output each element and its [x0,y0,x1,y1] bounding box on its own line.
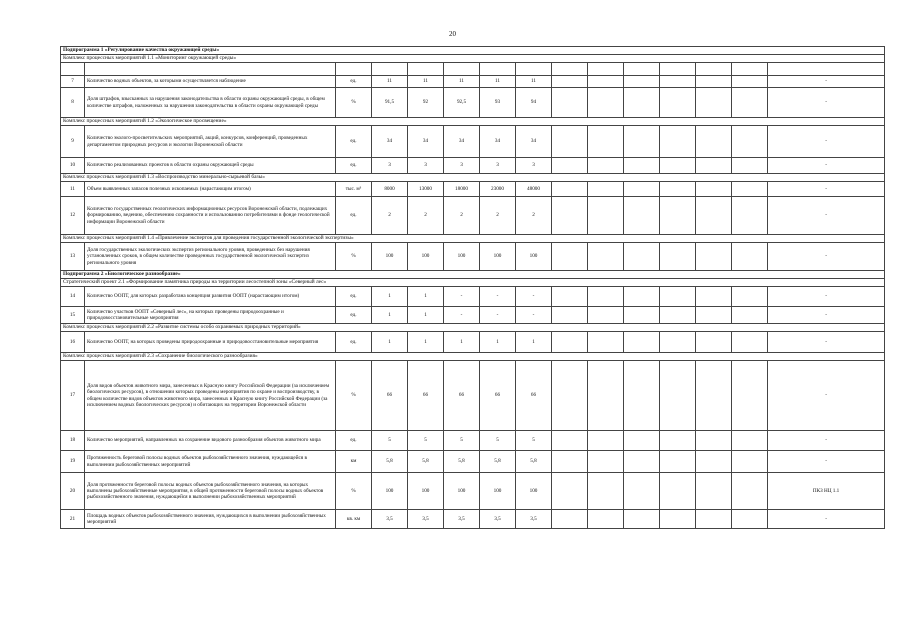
value-cell: 1 [408,332,444,353]
row-number: 20 [61,473,85,510]
value-cell: - [444,307,480,324]
value-cell: 5 [480,431,516,451]
indicator-name: Площадь водных объектов рыбохозяйственного значения, нуждающихся в выполнении рыбохозяйственных мероприятий [85,510,336,529]
empty-cell [624,473,660,510]
empty-cell [552,243,588,271]
value-cell: - [516,287,552,307]
row-number: 12 [61,197,85,235]
indicator-name: Количество ООПТ, на которых проведены природоохранные и природовосстановительные мероприятия [85,332,336,353]
complex-2-2-heading: Комплекс процессных мероприятий 2.2 «Развитие системы особо охраняемых природных территорий» [61,324,885,332]
empty-cell [588,361,624,431]
empty-cell [552,431,588,451]
unit-cell: ед. [336,307,372,324]
strategic-project-2-1-heading: Стратегический проект 2.1 «Формирование памятника природы на территории лесостепной зоны «Северный лес» [61,279,885,287]
responsible-cell: - [768,287,885,307]
value-cell: 3 [516,158,552,174]
row-number: 13 [61,243,85,271]
empty-cell [660,451,696,473]
value-cell: 1 [444,332,480,353]
indicator-name: Количество государственных геологических информационных ресурсов Воронежской области, подлежащих формированию, ведению, обеспечению сохранности и использованию потребителями в фонде геологической информации Воронежской области [85,197,336,235]
value-cell: 2 [444,197,480,235]
unit-cell: ед. [336,158,372,174]
empty-cell [696,88,732,118]
value-cell: 13000 [408,182,444,197]
subprogram-2-heading: Подпрограмма 2 «Биологическое разнообразие» [61,271,885,279]
responsible-cell: - [768,158,885,174]
empty-cell [624,158,660,174]
empty-cell [696,126,732,158]
empty-cell [732,182,768,197]
responsible-cell: - [768,510,885,529]
empty-cell [588,243,624,271]
empty-cell [660,182,696,197]
value-cell: 11 [372,76,408,88]
empty-cell [732,243,768,271]
table-row [61,88,885,118]
empty-cell [732,197,768,235]
empty-cell [660,158,696,174]
value-cell: 5 [516,431,552,451]
page-number: 20 [449,30,456,38]
row-number: 9 [61,126,85,158]
empty-cell [552,126,588,158]
value-cell: 100 [480,243,516,271]
unit-cell: ед. [336,197,372,235]
empty-cell [588,307,624,324]
empty-cell [624,243,660,271]
empty-cell [588,332,624,353]
complex-1-2-heading: Комплекс процессных мероприятий 1.2 «Экологическое просвещение» [61,118,885,126]
value-cell: 100 [408,243,444,271]
empty-cell [696,307,732,324]
responsible-cell: ПКЗ НЦ 1.1 [768,473,885,510]
indicator-name: Протяженность береговой полосы водных объектов рыбохозяйственного значения, нуждающейся в выполнении рыбохозяйственных мероприятий [85,451,336,473]
row-number: 17 [61,361,85,431]
empty-cell [624,431,660,451]
subprogram-1-heading: Подпрограмма 1 «Регулирование качества окружающей среды» [61,47,885,55]
value-cell: 34 [516,126,552,158]
responsible-cell: - [768,361,885,431]
empty-cell [696,182,732,197]
empty-cell [732,287,768,307]
value-cell: 93 [480,88,516,118]
empty-cell [552,451,588,473]
value-cell: 1 [408,287,444,307]
unit-cell: ед. [336,76,372,88]
value-cell: 34 [408,126,444,158]
value-cell: - [480,307,516,324]
row-number: 16 [61,332,85,353]
value-cell: 3 [408,158,444,174]
value-cell: 5,8 [480,451,516,473]
value-cell: 3,5 [372,510,408,529]
table-row [61,332,885,353]
empty-cell [588,431,624,451]
empty-cell [588,76,624,88]
value-cell: 100 [480,473,516,510]
value-cell: 2 [372,197,408,235]
empty-cell [624,126,660,158]
indicator-name: Объем выявленных запасов полезных ископаемых (нарастающим итогом) [85,182,336,197]
empty-cell [552,88,588,118]
responsible-cell: - [768,431,885,451]
empty-cell [624,76,660,88]
empty-cell [552,197,588,235]
value-cell: 92 [408,88,444,118]
empty-cell [660,88,696,118]
value-cell: 34 [480,126,516,158]
value-cell: 66 [516,361,552,431]
value-cell: 100 [444,243,480,271]
value-cell: 3,5 [516,510,552,529]
empty-cell [696,197,732,235]
unit-cell: км [336,451,372,473]
empty-cell [660,243,696,271]
table-row [61,361,885,431]
indicator-name: Доля протяженности береговой полосы водных объектов рыбохозяйственного значения, на которых выполнены рыбохозяйственные мероприятия, в общей протяженности береговой полосы водных объектов рыбохозяйственного значения, нуждающейся в выполнении рыбохозяйственных мероприятий [85,473,336,510]
value-cell: 5,8 [444,451,480,473]
empty-cell [588,287,624,307]
complex-1-1-heading: Комплекс процессных мероприятий 1.1 «Мониторинг окружающей среды» [61,55,885,63]
empty-cell [588,88,624,118]
indicator-name: Количество водных объектов, за которыми осуществляется наблюдение [85,76,336,88]
empty-cell [660,287,696,307]
unit-cell: % [336,88,372,118]
empty-cell [552,332,588,353]
empty-cell [732,510,768,529]
value-cell: 2 [516,197,552,235]
empty-cell [588,197,624,235]
value-cell: - [516,307,552,324]
value-cell: 3,5 [480,510,516,529]
empty-cell [588,182,624,197]
empty-cell [552,510,588,529]
empty-cell [624,361,660,431]
table-row [61,451,885,473]
responsible-cell: - [768,197,885,235]
value-cell: 3 [444,158,480,174]
complex-2-3-heading: Комплекс процессных мероприятий 2.3 «Сохранение биологического разнообразия» [61,353,885,361]
responsible-cell: - [768,451,885,473]
empty-cell [624,451,660,473]
empty-cell [732,361,768,431]
row-number: 11 [61,182,85,197]
value-cell: 66 [372,361,408,431]
indicator-name: Количество мероприятий, направленных на сохранение видового разнообразия объектов животного мира [85,431,336,451]
indicator-name: Количество реализованных проектов в области охраны окружающей среды [85,158,336,174]
unit-cell: ед. [336,287,372,307]
value-cell: 1 [372,307,408,324]
value-cell: 100 [516,473,552,510]
empty-cell [552,182,588,197]
value-cell: 3,5 [444,510,480,529]
table-row [61,243,885,271]
empty-cell [732,332,768,353]
value-cell: 91,5 [372,88,408,118]
row-number: 14 [61,287,85,307]
empty-cell [732,158,768,174]
row-number: 18 [61,431,85,451]
indicators-table [60,46,885,529]
table-row [61,126,885,158]
value-cell: 5 [372,431,408,451]
empty-cell [696,332,732,353]
unit-cell: ед. [336,332,372,353]
empty-cell [588,510,624,529]
indicator-name: Доля штрафов, взысканных за нарушения законодательства в области охраны окружающей среды, в общем количестве штрафов, наложенных за нарушения законодательства в области охраны окружающей среды [85,88,336,118]
empty-cell [552,76,588,88]
empty-cell [732,88,768,118]
row-number: 21 [61,510,85,529]
empty-cell [732,76,768,88]
value-cell: 5,8 [516,451,552,473]
empty-cell [660,510,696,529]
empty-cell [696,431,732,451]
table-row [61,307,885,324]
indicator-name: Количество эколого-просветительских мероприятий, акций, конкурсов, конференций, проведенных департаментом природных ресурсов и экологии Воронежской области [85,126,336,158]
value-cell: 3 [372,158,408,174]
value-cell: 2 [480,197,516,235]
empty-cell [588,126,624,158]
empty-cell [624,307,660,324]
indicator-name: Доля видов объектов животного мира, занесенных в Красную книгу Российской Федерации (за исключением биологических ресурсов), в отношении которых проведены мероприятия по охране и воспроизводству, в общем количестве видов объектов животного мира, занесенных в Красную книгу Российской Федерации (за исключением водных биологических ресурсов) и обитающих на территории Воронежской области [85,361,336,431]
value-cell: 100 [372,243,408,271]
value-cell: 66 [444,361,480,431]
empty-cell [552,287,588,307]
empty-cell [732,126,768,158]
responsible-cell: - [768,88,885,118]
unit-cell: % [336,243,372,271]
value-cell: 3,5 [408,510,444,529]
row-number: 19 [61,451,85,473]
row-number: 7 [61,76,85,88]
empty-cell [552,361,588,431]
unit-cell: % [336,473,372,510]
value-cell: 1 [372,332,408,353]
empty-cell [732,307,768,324]
empty-cell [624,197,660,235]
empty-cell [696,473,732,510]
empty-cell [732,431,768,451]
value-cell: 3 [480,158,516,174]
value-cell: 34 [444,126,480,158]
row-number: 8 [61,88,85,118]
value-cell: 92,5 [444,88,480,118]
empty-cell [732,451,768,473]
value-cell: 1 [480,332,516,353]
unit-cell: тыс. м³ [336,182,372,197]
empty-cell [588,158,624,174]
responsible-cell: - [768,332,885,353]
value-cell: 11 [444,76,480,88]
complex-1-4-heading: Комплекс процессных мероприятий 1.4 «Привлечение экспертов для проведения государственной экологической экспертизы» [61,235,885,243]
empty-cell [624,332,660,353]
unit-cell: ед. [336,126,372,158]
responsible-cell: - [768,307,885,324]
value-cell: 1 [408,307,444,324]
responsible-cell: - [768,182,885,197]
empty-cell [732,473,768,510]
value-cell: 100 [516,243,552,271]
value-cell: 18000 [444,182,480,197]
indicator-name: Количество участков ООПТ «Северный лес», на которых проведены природоохранные и природовосстановительные мероприятия [85,307,336,324]
empty-cell [696,243,732,271]
indicator-name: Количество ООПТ, для которых разработана концепция развития ООПТ (нарастающим итогом) [85,287,336,307]
empty-cell [660,473,696,510]
empty-cell [696,451,732,473]
empty-cell [696,361,732,431]
indicator-name: Доля государственных экологических экспертиз регионального уровня, проведенных без нарушения установленных сроков, в общем количестве проведенных государственной экологической экспертиз регионального уровня [85,243,336,271]
responsible-cell: - [768,76,885,88]
responsible-cell: - [768,126,885,158]
value-cell: 94 [516,88,552,118]
empty-cell [660,332,696,353]
table-row [61,76,885,88]
value-cell: 5,8 [408,451,444,473]
value-cell: - [444,287,480,307]
table-row [61,510,885,529]
value-cell: 1 [516,332,552,353]
value-cell: 11 [408,76,444,88]
row-number: 15 [61,307,85,324]
empty-cell [660,361,696,431]
value-cell: 5,8 [372,451,408,473]
empty-cell [552,307,588,324]
empty-cell [660,307,696,324]
empty-cell [588,473,624,510]
value-cell: 11 [480,76,516,88]
empty-cell [588,451,624,473]
value-cell: 5 [444,431,480,451]
unit-cell: ед. [336,431,372,451]
empty-cell [552,158,588,174]
table-row [61,473,885,510]
value-cell: 34 [372,126,408,158]
empty-cell [696,287,732,307]
empty-cell [660,431,696,451]
empty-cell [552,473,588,510]
value-cell: 8000 [372,182,408,197]
value-cell: 100 [444,473,480,510]
table-row [61,431,885,451]
table-row [61,197,885,235]
empty-cell [624,182,660,197]
empty-cell [696,158,732,174]
empty-cell [696,76,732,88]
responsible-cell: - [768,243,885,271]
empty-cell [696,510,732,529]
value-cell: 1 [372,287,408,307]
table-row [61,182,885,197]
value-cell: 2 [408,197,444,235]
table-row [61,158,885,174]
value-cell: 100 [408,473,444,510]
value-cell: 48000 [516,182,552,197]
value-cell: 5 [408,431,444,451]
empty-cell [624,88,660,118]
row-number: 10 [61,158,85,174]
value-cell: 11 [516,76,552,88]
value-cell: 23000 [480,182,516,197]
empty-cell [624,287,660,307]
unit-cell: кв. км [336,510,372,529]
table-row [61,287,885,307]
empty-cell [660,76,696,88]
value-cell: 66 [408,361,444,431]
value-cell: 66 [480,361,516,431]
empty-cell [660,197,696,235]
unit-cell: % [336,361,372,431]
value-cell: - [480,287,516,307]
value-cell: 100 [372,473,408,510]
empty-cell [660,126,696,158]
complex-1-3-heading: Комплекс процессных мероприятий 1.3 «Воспроизводство минерально-сырьевой базы» [61,174,885,182]
empty-cell [624,510,660,529]
